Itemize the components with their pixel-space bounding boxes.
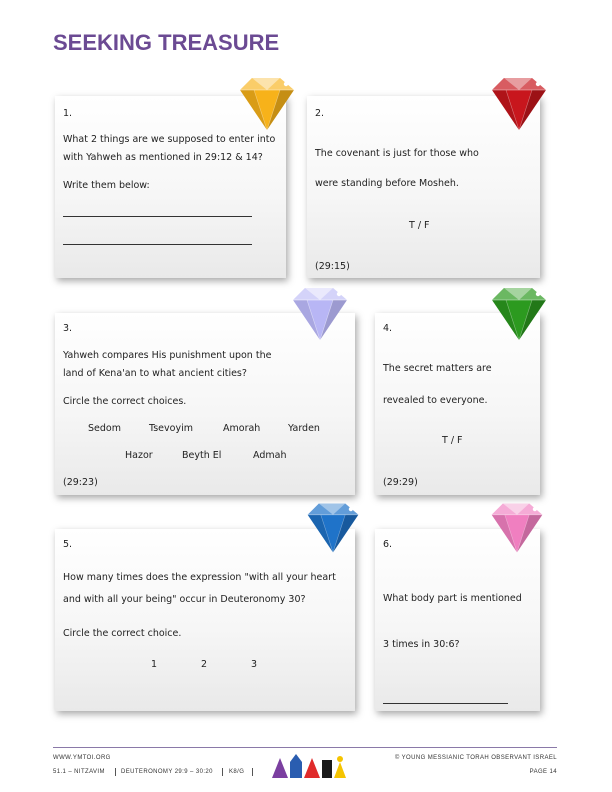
question-text-line-1: Yahweh compares His punishment upon the: [63, 350, 272, 361]
question-prompt: Circle the correct choices.: [63, 396, 187, 407]
pink-gem-icon: [486, 497, 548, 557]
lavender-gem-icon: [285, 282, 355, 344]
question-text-line-1: What body part is mentioned: [383, 593, 522, 604]
true-false-choice[interactable]: T / F: [409, 220, 430, 231]
answer-line-1[interactable]: [63, 216, 252, 217]
question-number: 6.: [383, 539, 393, 550]
question-text-line-2: land of Kena'an to what ancient cities?: [63, 368, 247, 379]
footer-copyright: © YOUNG MESSIANIC TORAH OBSERVANT ISRAEL: [394, 755, 557, 761]
page-title: SEEKING TREASURE: [53, 30, 280, 55]
question-text-line-2: with Yahweh as mentioned in 29:12 & 14?: [63, 152, 263, 163]
question-text-line-1: The secret matters are: [383, 363, 492, 374]
question-number: 5.: [63, 539, 73, 550]
question-text-line-2: 3 times in 30:6?: [383, 639, 460, 650]
footer-level: K8/G: [229, 769, 245, 775]
question-prompt: Write them below:: [63, 180, 150, 191]
footer-scripture: DEUTERONOMY 29:9 – 30:20: [121, 769, 213, 775]
choice-3[interactable]: 3: [251, 659, 258, 670]
question-text-line-2: were standing before Mosheh.: [315, 178, 459, 189]
red-gem-icon: [486, 72, 552, 134]
choice-2[interactable]: 2: [201, 659, 208, 670]
choice-yarden[interactable]: Yarden: [288, 423, 320, 434]
choice-sedom[interactable]: Sedom: [88, 423, 121, 434]
question-prompt: Circle the correct choice.: [63, 628, 182, 639]
ymtoi-logo-icon: [270, 752, 350, 780]
question-number: 1.: [63, 108, 73, 119]
green-gem-icon: [486, 282, 552, 344]
scripture-reference: (29:29): [383, 477, 418, 488]
choice-1[interactable]: 1: [151, 659, 158, 670]
question-text-line-1: How many times does the expression "with all your heart: [63, 572, 336, 583]
question-text-line-1: What 2 things are we supposed to enter into: [63, 134, 276, 145]
scripture-reference: (29:23): [63, 477, 98, 488]
choice-admah[interactable]: Admah: [253, 450, 287, 461]
question-text-line-1: The covenant is just for those who: [315, 148, 479, 159]
scripture-reference: (29:15): [315, 261, 350, 272]
choice-beyth-el[interactable]: Beyth El: [182, 450, 222, 461]
footer-lesson: 51.1 – NITZAVIM: [53, 769, 105, 775]
footer-separator: [115, 768, 116, 776]
yellow-gem-icon: [234, 72, 300, 134]
question-number: 2.: [315, 108, 325, 119]
true-false-choice[interactable]: T / F: [442, 435, 463, 446]
answer-line-2[interactable]: [63, 244, 252, 245]
blue-gem-icon: [302, 497, 364, 557]
question-text-line-2: revealed to everyone.: [383, 395, 488, 406]
question-text-line-2: and with all your being" occur in Deuteronomy 30?: [63, 594, 306, 605]
footer-divider: [53, 747, 557, 748]
footer-separator: [222, 768, 223, 776]
footer-separator: [252, 768, 253, 776]
choice-amorah[interactable]: Amorah: [223, 423, 261, 434]
question-number: 4.: [383, 323, 393, 334]
page-number: PAGE 14: [529, 769, 557, 775]
question-number: 3.: [63, 323, 73, 334]
footer-website[interactable]: WWW.YMTOI.ORG: [53, 755, 111, 761]
choice-hazor[interactable]: Hazor: [125, 450, 153, 461]
answer-line[interactable]: [383, 703, 508, 704]
choice-tsevoyim[interactable]: Tsevoyim: [149, 423, 193, 434]
